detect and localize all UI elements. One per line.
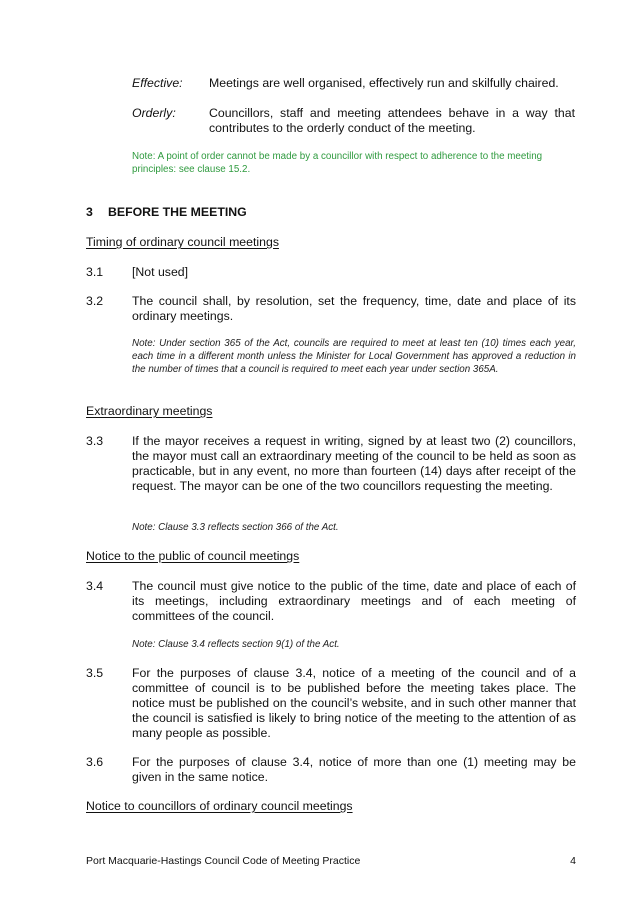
clause-number: 3.1 <box>86 265 104 279</box>
clause-text: [Not used] <box>132 265 189 279</box>
clause-text: If the mayor receives a request in writing, signed by at least two (2) councillors, the mayor must call an extraordinary meeting of the council to be held as soon as practicable, but in any event, no more than fourteen (14) days after receipt of the request. The mayor can be one of the two councillors requesting the meeting. <box>132 434 576 493</box>
clause-text: For the purposes of clause 3.4, notice of a meeting of the council and of a committee of council is to be published before the meeting takes place. The notice must be published on the council’s website, and in such other manner that the council is satisfied is likely to bring notice of the meeting to the attention of as many people as possible. <box>132 666 576 740</box>
clause-number: 3.2 <box>86 294 104 308</box>
clause-number: 3.4 <box>86 579 104 593</box>
clause-number: 3.6 <box>86 755 104 769</box>
clause-text: The council must give notice to the public of the time, date and place of each of its meetings, including extraordinary meetings and of each meeting of committees of the council. <box>132 579 576 623</box>
section-title: BEFORE THE MEETING <box>108 205 247 219</box>
principle-text-orderly: Councillors, staff and meeting attendees behave in a way that contributes to the orderly conduct of the meeting. <box>209 106 575 135</box>
footer-title: Port Macquarie-Hastings Council Code of Meeting Practice <box>86 855 361 867</box>
clause-note: Note: Clause 3.3 reflects section 366 of the Act. <box>132 522 339 533</box>
clause-text: For the purposes of clause 3.4, notice of more than one (1) meeting may be given in the same notice. <box>132 755 576 784</box>
clause-text: The council shall, by resolution, set the frequency, time, date and place of its ordinary meetings. <box>132 294 576 323</box>
page-number: 4 <box>570 855 576 867</box>
clause-note: Note: Clause 3.4 reflects section 9(1) of the Act. <box>132 639 340 650</box>
principle-term-effective: Effective: <box>132 76 183 90</box>
subheading-extraordinary: Extraordinary meetings <box>86 404 213 418</box>
section-number: 3 <box>86 205 93 219</box>
subheading-public-notice: Notice to the public of council meetings <box>86 549 300 563</box>
principles-note: Note: A point of order cannot be made by a councillor with respect to adherence to the meeting principles: see clause 15.2. <box>132 151 543 175</box>
principle-term-orderly: Orderly: <box>132 106 176 120</box>
principle-text-effective: Meetings are well organised, effectively run and skilfully chaired. <box>209 76 559 90</box>
subheading-timing: Timing of ordinary council meetings <box>86 235 279 249</box>
clause-number: 3.5 <box>86 666 104 680</box>
subheading-councillor-notice: Notice to councillors of ordinary council meetings <box>86 799 353 813</box>
clause-note: Note: Under section 365 of the Act, councils are required to meet at least ten (10) times each year, each time in a different month unless the Minister for Local Government has approved a reduction in the number of times that a council is required to meet each year under section 365A. <box>132 338 576 375</box>
clause-number: 3.3 <box>86 434 104 448</box>
